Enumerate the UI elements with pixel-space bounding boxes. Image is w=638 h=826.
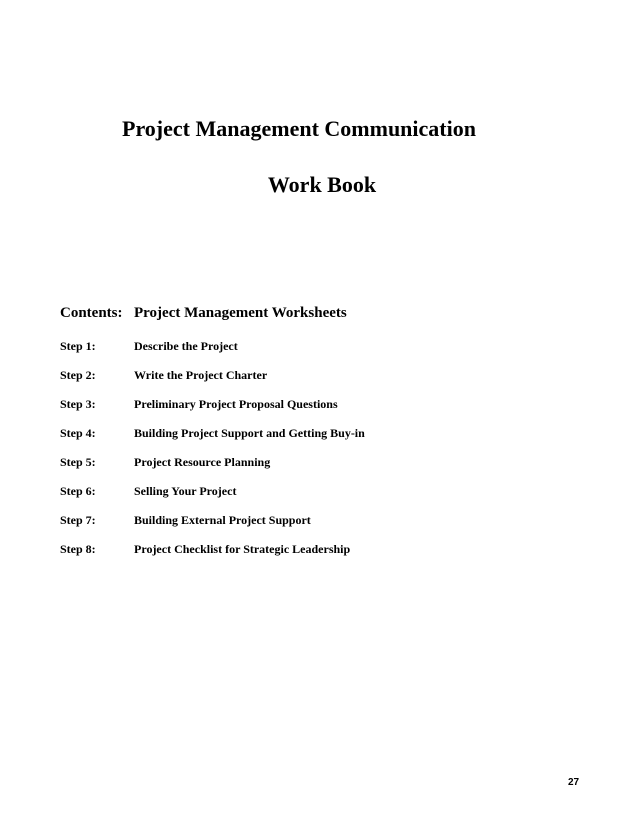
step-title: Describe the Project: [134, 339, 238, 353]
step-number: Step 1:: [60, 339, 96, 353]
step-number: Step 2:: [60, 368, 96, 382]
step-number: Step 3:: [60, 397, 96, 411]
step-item-5: [60, 455, 580, 484]
contents-value: Project Management Worksheets: [134, 305, 347, 321]
step-title: Write the Project Charter: [134, 368, 268, 382]
step-number: Step 7:: [60, 513, 96, 527]
document-subtitle: Work Book: [267, 172, 377, 197]
step-item-3: [60, 397, 580, 426]
step-title: Project Resource Planning: [134, 455, 271, 469]
contents-label: Contents:: [60, 305, 123, 321]
step-item-7: [60, 513, 580, 542]
page-number: 27: [568, 777, 580, 788]
steps-list: [60, 339, 580, 571]
step-title: Preliminary Project Proposal Questions: [134, 397, 338, 411]
step-title: Building External Project Support: [134, 513, 311, 527]
step-title: Project Checklist for Strategic Leadership: [134, 542, 351, 556]
step-item-4: [60, 426, 580, 455]
step-number: Step 8:: [60, 542, 96, 556]
document-title: Project Management Communication: [122, 116, 476, 141]
step-number: Step 5:: [60, 455, 96, 469]
step-title: Building Project Support and Getting Buy-in: [134, 426, 365, 440]
step-item-6: [60, 484, 580, 513]
step-item-1: [60, 339, 580, 368]
step-item-8: [60, 542, 580, 571]
step-number: Step 6:: [60, 484, 96, 498]
step-number: Step 4:: [60, 426, 96, 440]
step-title: Selling Your Project: [134, 484, 237, 498]
step-item-2: [60, 368, 580, 397]
